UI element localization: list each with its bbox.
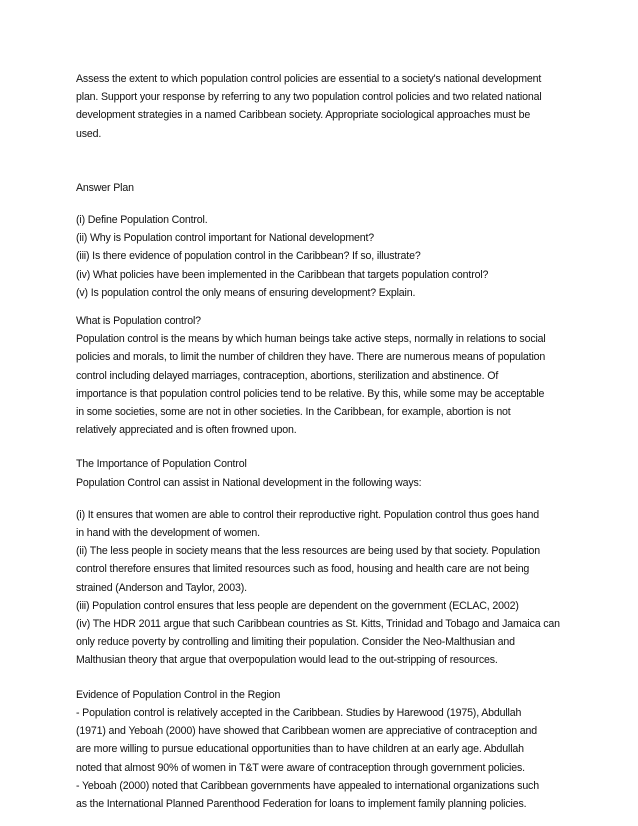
importance-line: (iii) Population control ensures that less people are dependent on the government (ECLAC, 2002) (76, 599, 519, 612)
importance-line: in hand with the development of women. (76, 527, 260, 540)
definition-title: What is Population control? (76, 315, 201, 328)
importance-section (76, 455, 578, 669)
importance-line: Malthusian theory that argue that overpopulation would lead to the out-stripping of resources. (76, 654, 498, 667)
importance-line: only reduce poverty by controlling and limiting their population. Consider the Neo-Malthusian and (76, 636, 515, 649)
answer-plan-item: (v) Is population control the only means of ensuring development? Explain. (76, 286, 416, 299)
essay-question (76, 70, 578, 143)
importance-line: (i) It ensures that women are able to control their reproductive right. Population control thus goes hand (76, 508, 540, 521)
definition-line: control including delayed marriages, contraception, abortions, sterilization and abstinence. Of (76, 369, 499, 382)
answer-plan-item: (ii) Why is Population control important for National development? (76, 232, 375, 245)
answer-plan-item: (iv) What policies have been implemented in the Caribbean that targets population control? (76, 268, 489, 281)
importance-intro: Population Control can assist in National development in the following ways: (76, 476, 422, 489)
evidence-section (76, 686, 578, 813)
importance-line: (iv) The HDR 2011 argue that such Caribbean countries as St. Kitts, Trinidad and Tobago and Jamaica can (76, 618, 560, 631)
importance-line: (ii) The less people in society means that the less resources are being used by that society. Population (76, 545, 540, 558)
importance-title: The Importance of Population Control (76, 458, 247, 471)
evidence-title: Evidence of Population Control in the Region (76, 688, 281, 701)
question-line: development strategies in a named Caribbean society. Appropriate sociological approaches must be (76, 109, 531, 122)
definition-line: Population control is the means by which human beings take active steps, normally in relations to social (76, 333, 546, 346)
definition-section (76, 312, 578, 439)
definition-line: policies and morals, to limit the number of children they have. There are numerous means of population (76, 351, 546, 364)
definition-line: in some societies, some are not in other societies. In the Caribbean, for example, abortion is not (76, 406, 511, 419)
evidence-line: (1971) and Yeboah (2000) have showed that Caribbean women are appreciative of contraception and (76, 725, 538, 738)
importance-line: strained (Anderson and Taylor, 2003). (76, 581, 247, 594)
question-line: plan. Support your response by referring to any two population control policies and two related national (76, 91, 542, 104)
importance-line: control therefore ensures that limited resources such as food, housing and health care are not being (76, 563, 530, 576)
answer-plan-title: Answer Plan (76, 181, 134, 194)
question-line: Assess the extent to which population control policies are essential to a society's national development (76, 73, 542, 85)
evidence-line: are more willing to pursue educational opportunities than to have children at an early age. Abdullah (76, 743, 524, 756)
answer-plan-item: (iii) Is there evidence of population control in the Caribbean? If so, illustrate? (76, 250, 421, 263)
evidence-line: - Population control is relatively accepted in the Caribbean. Studies by Harewood (1975), Abdullah (76, 706, 522, 719)
evidence-line: as the International Planned Parenthood Federation for loans to implement family planning policies. (76, 797, 527, 810)
definition-line: relatively appreciated and is often frowned upon. (76, 424, 297, 437)
evidence-line: - Yeboah (2000) noted that Caribbean governments have appealed to international organizations such (76, 779, 539, 792)
answer-plan-item: (i) Define Population Control. (76, 214, 208, 227)
answer-plan-section (76, 179, 578, 302)
question-line: used. (76, 127, 102, 140)
definition-line: importance is that population control policies tend to be relative. By this, while some may be acceptable (76, 387, 545, 400)
evidence-line: noted that almost 90% of women in T&T were aware of contraception through government policies. (76, 761, 525, 774)
